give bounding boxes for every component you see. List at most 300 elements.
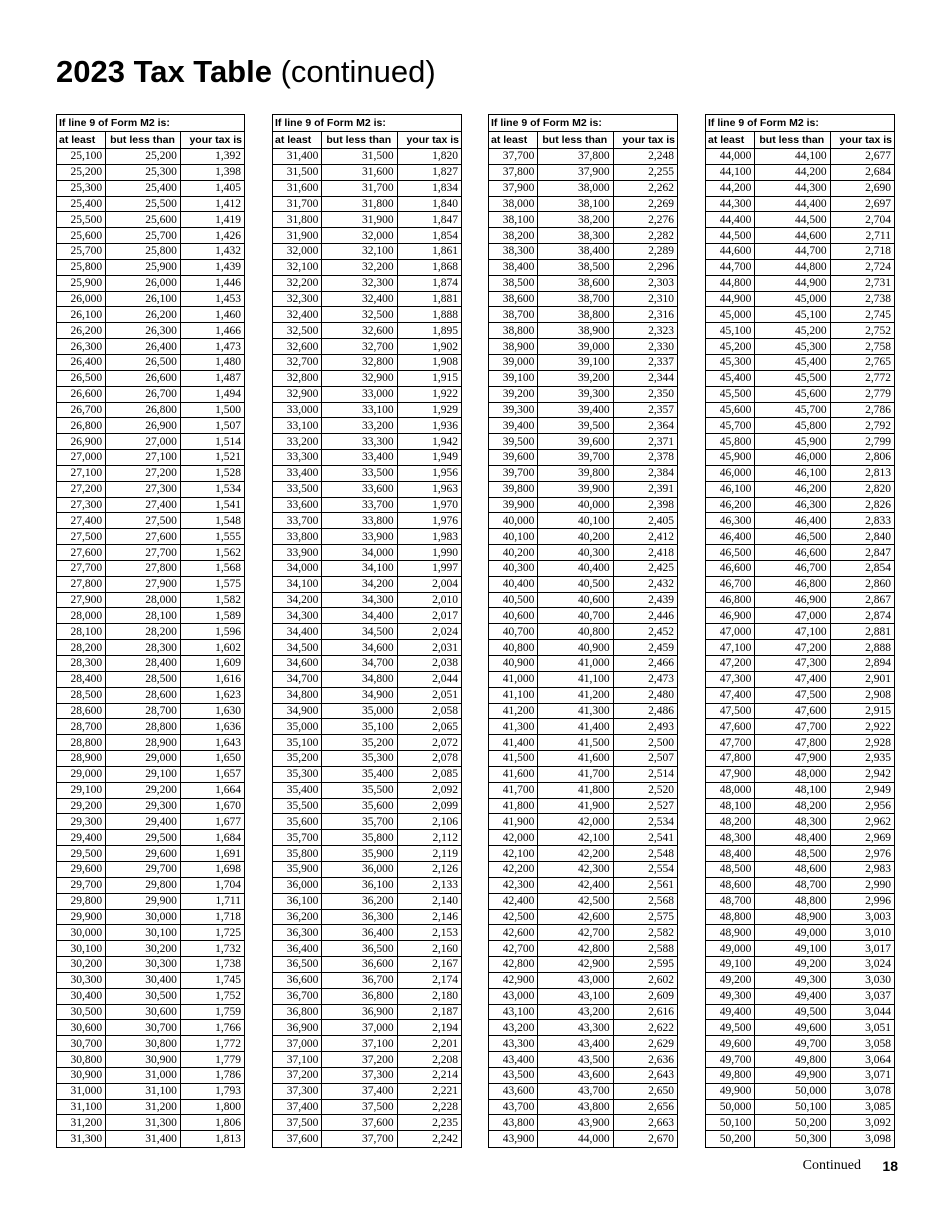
- table-row: [273, 846, 461, 862]
- your-tax-is-cell: 1,881: [397, 291, 461, 307]
- table-row: [273, 687, 461, 703]
- but-less-than-cell: 45,200: [755, 323, 830, 339]
- but-less-than-cell: 42,700: [538, 925, 613, 941]
- but-less-than-cell: 36,800: [322, 988, 397, 1004]
- your-tax-is-cell: 2,922: [830, 719, 894, 735]
- your-tax-is-cell: 1,691: [180, 846, 244, 862]
- at-least-cell: 48,200: [706, 814, 755, 830]
- at-least-cell: 34,500: [273, 640, 322, 656]
- table-row: [57, 434, 244, 450]
- at-least-cell: 46,400: [706, 529, 755, 545]
- but-less-than-cell: 41,300: [538, 703, 613, 719]
- table-row: [57, 259, 244, 275]
- but-less-than-cell: 38,900: [538, 323, 613, 339]
- but-less-than-cell: 45,600: [755, 386, 830, 402]
- at-least-cell: 48,100: [706, 798, 755, 814]
- but-less-than-cell: 40,800: [538, 624, 613, 640]
- table-row: [706, 893, 894, 909]
- table-row: [57, 592, 244, 608]
- at-least-cell: 25,700: [57, 244, 106, 260]
- but-less-than-cell: 29,200: [106, 782, 181, 798]
- at-least-cell: 47,600: [706, 719, 755, 735]
- but-less-than-cell: 43,300: [538, 1020, 613, 1036]
- table-row: [706, 481, 894, 497]
- at-least-cell: 27,200: [57, 481, 106, 497]
- but-less-than-cell: 28,300: [106, 640, 181, 656]
- your-tax-is-cell: 2,609: [613, 988, 677, 1004]
- at-least-cell: 44,700: [706, 259, 755, 275]
- at-least-cell: 37,800: [489, 164, 538, 180]
- table-row: [273, 1004, 461, 1020]
- but-less-than-cell: 35,100: [322, 719, 397, 735]
- but-less-than-cell: 34,300: [322, 592, 397, 608]
- table-row: [57, 370, 244, 386]
- at-least-cell: 32,400: [273, 307, 322, 323]
- at-least-cell: 32,200: [273, 275, 322, 291]
- table-row: [273, 513, 461, 529]
- your-tax-is-cell: 1,759: [180, 1004, 244, 1020]
- at-least-cell: 25,400: [57, 196, 106, 212]
- but-less-than-cell: 28,800: [106, 719, 181, 735]
- table-row: [273, 656, 461, 672]
- but-less-than-cell: 34,400: [322, 608, 397, 624]
- but-less-than-cell: 42,900: [538, 957, 613, 973]
- your-tax-is-cell: 2,112: [397, 830, 461, 846]
- at-least-cell: 47,500: [706, 703, 755, 719]
- at-least-cell: 45,000: [706, 307, 755, 323]
- but-less-than-cell: 32,700: [322, 339, 397, 355]
- at-least-cell: 33,300: [273, 450, 322, 466]
- but-less-than-cell: 45,000: [755, 291, 830, 307]
- table-row: [706, 450, 894, 466]
- table-row: [489, 228, 677, 244]
- but-less-than-cell: 40,300: [538, 545, 613, 561]
- table-row: [706, 988, 894, 1004]
- at-least-cell: 32,800: [273, 370, 322, 386]
- table-row: [489, 624, 677, 640]
- but-less-than-cell: 30,800: [106, 1036, 181, 1052]
- your-tax-is-cell: 1,963: [397, 481, 461, 497]
- at-least-cell: 38,600: [489, 291, 538, 307]
- your-tax-is-cell: 3,092: [830, 1115, 894, 1131]
- at-least-cell: 49,000: [706, 941, 755, 957]
- but-less-than-cell: 32,500: [322, 307, 397, 323]
- table-row: [57, 560, 244, 576]
- at-least-cell: 30,900: [57, 1067, 106, 1083]
- your-tax-is-cell: 2,894: [830, 656, 894, 672]
- table-row: [489, 259, 677, 275]
- table-row: [706, 576, 894, 592]
- your-tax-is-cell: 2,548: [613, 846, 677, 862]
- but-less-than-cell: 35,400: [322, 766, 397, 782]
- your-tax-is-cell: 1,419: [180, 212, 244, 228]
- but-less-than-cell: 30,100: [106, 925, 181, 941]
- at-least-cell: 40,900: [489, 656, 538, 672]
- but-less-than-cell: 45,500: [755, 370, 830, 386]
- but-less-than-cell: 37,000: [322, 1020, 397, 1036]
- at-least-cell: 42,100: [489, 846, 538, 862]
- table-row: [706, 925, 894, 941]
- table-row: [706, 275, 894, 291]
- table-row: [57, 1020, 244, 1036]
- at-least-cell: 43,600: [489, 1083, 538, 1099]
- but-less-than-cell: 48,000: [755, 766, 830, 782]
- at-least-cell: 38,300: [489, 244, 538, 260]
- table-row: [489, 925, 677, 941]
- at-least-cell: 42,900: [489, 972, 538, 988]
- your-tax-is-cell: 1,432: [180, 244, 244, 260]
- but-less-than-cell: 26,900: [106, 418, 181, 434]
- at-least-cell: 36,700: [273, 988, 322, 1004]
- your-tax-is-cell: 1,840: [397, 196, 461, 212]
- but-less-than-cell: 37,800: [538, 149, 613, 165]
- but-less-than-cell: 39,000: [538, 339, 613, 355]
- your-tax-is-cell: 1,929: [397, 402, 461, 418]
- table-row: [273, 608, 461, 624]
- your-tax-is-cell: 1,806: [180, 1115, 244, 1131]
- table-row: [706, 972, 894, 988]
- but-less-than-cell: 38,500: [538, 259, 613, 275]
- table-row: [273, 196, 461, 212]
- your-tax-is-cell: 2,935: [830, 751, 894, 767]
- but-less-than-cell: 31,200: [106, 1099, 181, 1115]
- but-less-than-cell: 47,200: [755, 640, 830, 656]
- at-least-cell: 36,100: [273, 893, 322, 909]
- at-least-cell: 25,800: [57, 259, 106, 275]
- table-row: [57, 972, 244, 988]
- at-least-cell: 49,800: [706, 1067, 755, 1083]
- your-tax-is-cell: 2,622: [613, 1020, 677, 1036]
- at-least-cell: 27,100: [57, 465, 106, 481]
- at-least-cell: 42,500: [489, 909, 538, 925]
- at-least-cell: 33,900: [273, 545, 322, 561]
- at-least-cell: 33,500: [273, 481, 322, 497]
- table-row: [489, 1083, 677, 1099]
- at-least-cell: 46,800: [706, 592, 755, 608]
- your-tax-is-cell: 1,922: [397, 386, 461, 402]
- table-row: [489, 180, 677, 196]
- table-row: [489, 782, 677, 798]
- your-tax-is-cell: 2,412: [613, 529, 677, 545]
- at-least-cell: 41,900: [489, 814, 538, 830]
- but-less-than-cell: 42,300: [538, 861, 613, 877]
- your-tax-is-cell: 2,493: [613, 719, 677, 735]
- but-less-than-cell: 33,700: [322, 497, 397, 513]
- your-tax-is-cell: 3,078: [830, 1083, 894, 1099]
- table-row: [706, 941, 894, 957]
- table-row: [706, 957, 894, 973]
- but-less-than-cell: 34,800: [322, 671, 397, 687]
- your-tax-is-cell: 2,466: [613, 656, 677, 672]
- at-least-cell: 41,400: [489, 735, 538, 751]
- but-less-than-cell: 35,600: [322, 798, 397, 814]
- table-row: [57, 481, 244, 497]
- table-row: [489, 861, 677, 877]
- but-less-than-cell: 32,600: [322, 323, 397, 339]
- your-tax-is-cell: 2,194: [397, 1020, 461, 1036]
- your-tax-is-cell: 2,616: [613, 1004, 677, 1020]
- at-least-cell: 44,300: [706, 196, 755, 212]
- table-row: [57, 798, 244, 814]
- but-less-than-cell: 45,800: [755, 418, 830, 434]
- at-least-cell: 27,700: [57, 560, 106, 576]
- tax-table-column-4: [705, 114, 895, 1148]
- but-less-than-cell: 41,100: [538, 671, 613, 687]
- at-least-cell: 33,100: [273, 418, 322, 434]
- but-less-than-cell: 27,700: [106, 545, 181, 561]
- your-tax-is-cell: 2,378: [613, 450, 677, 466]
- table-row: [57, 640, 244, 656]
- but-less-than-cell: 26,700: [106, 386, 181, 402]
- your-tax-is-cell: 2,010: [397, 592, 461, 608]
- your-tax-is-cell: 2,650: [613, 1083, 677, 1099]
- at-least-cell: 46,500: [706, 545, 755, 561]
- your-tax-is-cell: 2,310: [613, 291, 677, 307]
- but-less-than-cell: 47,900: [755, 751, 830, 767]
- table-row: [706, 149, 894, 165]
- table-row: [273, 1036, 461, 1052]
- your-tax-is-cell: 2,480: [613, 687, 677, 703]
- at-least-cell: 45,200: [706, 339, 755, 355]
- table-row: [706, 766, 894, 782]
- your-tax-is-cell: 1,902: [397, 339, 461, 355]
- at-least-cell: 28,800: [57, 735, 106, 751]
- at-least-cell: 30,500: [57, 1004, 106, 1020]
- but-less-than-cell: 30,700: [106, 1020, 181, 1036]
- but-less-than-cell: 39,900: [538, 481, 613, 497]
- your-tax-is-cell: 1,480: [180, 354, 244, 370]
- but-less-than-cell: 41,600: [538, 751, 613, 767]
- your-tax-is-cell: 2,500: [613, 735, 677, 751]
- your-tax-is-cell: 2,826: [830, 497, 894, 513]
- at-least-cell: 38,000: [489, 196, 538, 212]
- at-least-cell: 30,400: [57, 988, 106, 1004]
- table-row: [706, 386, 894, 402]
- table-row: [706, 354, 894, 370]
- at-least-cell: 37,700: [489, 149, 538, 165]
- but-less-than-cell: 28,700: [106, 703, 181, 719]
- at-least-cell: 30,100: [57, 941, 106, 957]
- your-tax-is-cell: 1,677: [180, 814, 244, 830]
- but-less-than-cell: 49,600: [755, 1020, 830, 1036]
- but-less-than-cell: 26,000: [106, 275, 181, 291]
- but-less-than-cell: 42,500: [538, 893, 613, 909]
- but-less-than-cell: 25,800: [106, 244, 181, 260]
- at-least-cell: 33,700: [273, 513, 322, 529]
- table-row: [706, 861, 894, 877]
- but-less-than-cell: 46,300: [755, 497, 830, 513]
- your-tax-is-cell: 1,521: [180, 450, 244, 466]
- table-row: [57, 687, 244, 703]
- but-less-than-cell: 28,900: [106, 735, 181, 751]
- but-less-than-cell: 44,100: [755, 149, 830, 165]
- at-least-cell: 34,300: [273, 608, 322, 624]
- table-row: [489, 1115, 677, 1131]
- your-tax-is-cell: 2,915: [830, 703, 894, 719]
- your-tax-is-cell: 1,582: [180, 592, 244, 608]
- table-row: [489, 149, 677, 165]
- table-row: [489, 703, 677, 719]
- at-least-cell: 30,300: [57, 972, 106, 988]
- but-less-than-cell: 40,600: [538, 592, 613, 608]
- your-tax-is-cell: 3,044: [830, 1004, 894, 1020]
- table-row: [489, 656, 677, 672]
- but-less-than-cell: 38,800: [538, 307, 613, 323]
- but-less-than-cell: 37,400: [322, 1083, 397, 1099]
- but-less-than-cell: 49,000: [755, 925, 830, 941]
- but-less-than-cell: 32,200: [322, 259, 397, 275]
- at-least-cell: 27,000: [57, 450, 106, 466]
- at-least-cell: 26,700: [57, 402, 106, 418]
- at-least-cell: 49,600: [706, 1036, 755, 1052]
- table-row: [706, 624, 894, 640]
- but-less-than-cell: 31,100: [106, 1083, 181, 1099]
- table-row: [706, 1020, 894, 1036]
- table-row: [489, 1099, 677, 1115]
- your-tax-is-cell: 1,698: [180, 861, 244, 877]
- table-row: [706, 877, 894, 893]
- your-tax-is-cell: 2,031: [397, 640, 461, 656]
- your-tax-is-cell: 2,595: [613, 957, 677, 973]
- but-less-than-cell: 40,100: [538, 513, 613, 529]
- your-tax-is-cell: 2,656: [613, 1099, 677, 1115]
- your-tax-is-cell: 2,629: [613, 1036, 677, 1052]
- your-tax-is-cell: 1,562: [180, 545, 244, 561]
- your-tax-is-cell: 1,908: [397, 354, 461, 370]
- at-least-cell: 37,000: [273, 1036, 322, 1052]
- at-least-cell: 25,900: [57, 275, 106, 291]
- table-row: [57, 1099, 244, 1115]
- table-row: [57, 1115, 244, 1131]
- table-row: [489, 909, 677, 925]
- table-row: [273, 941, 461, 957]
- table-row: [489, 291, 677, 307]
- header-but-less-than: but less than: [106, 132, 181, 149]
- but-less-than-cell: 44,800: [755, 259, 830, 275]
- your-tax-is-cell: 2,928: [830, 735, 894, 751]
- table-row: [489, 275, 677, 291]
- but-less-than-cell: 35,500: [322, 782, 397, 798]
- at-least-cell: 29,400: [57, 830, 106, 846]
- table-row: [57, 830, 244, 846]
- table-row: [57, 941, 244, 957]
- at-least-cell: 39,200: [489, 386, 538, 402]
- but-less-than-cell: 31,400: [106, 1131, 181, 1147]
- at-least-cell: 37,400: [273, 1099, 322, 1115]
- table-row: [273, 545, 461, 561]
- your-tax-is-cell: 2,956: [830, 798, 894, 814]
- but-less-than-cell: 47,500: [755, 687, 830, 703]
- at-least-cell: 44,400: [706, 212, 755, 228]
- but-less-than-cell: 39,100: [538, 354, 613, 370]
- table-row: [489, 418, 677, 434]
- table-row: [57, 1083, 244, 1099]
- your-tax-is-cell: 2,262: [613, 180, 677, 196]
- at-least-cell: 46,000: [706, 465, 755, 481]
- your-tax-is-cell: 2,228: [397, 1099, 461, 1115]
- your-tax-is-cell: 1,861: [397, 244, 461, 260]
- but-less-than-cell: 25,300: [106, 164, 181, 180]
- at-least-cell: 48,500: [706, 861, 755, 877]
- your-tax-is-cell: 1,541: [180, 497, 244, 513]
- at-least-cell: 46,300: [706, 513, 755, 529]
- your-tax-is-cell: 1,670: [180, 798, 244, 814]
- at-least-cell: 48,300: [706, 830, 755, 846]
- table-row: [57, 418, 244, 434]
- your-tax-is-cell: 2,976: [830, 846, 894, 862]
- table-row: [57, 703, 244, 719]
- but-less-than-cell: 29,700: [106, 861, 181, 877]
- but-less-than-cell: 35,700: [322, 814, 397, 830]
- page-number: 18: [882, 1158, 898, 1174]
- at-least-cell: 32,900: [273, 386, 322, 402]
- your-tax-is-cell: 2,534: [613, 814, 677, 830]
- table-row: [273, 1115, 461, 1131]
- table-caption: If line 9 of Form M2 is:: [489, 115, 677, 132]
- table-row: [489, 386, 677, 402]
- at-least-cell: 31,600: [273, 180, 322, 196]
- but-less-than-cell: 37,900: [538, 164, 613, 180]
- at-least-cell: 44,800: [706, 275, 755, 291]
- your-tax-is-cell: 2,582: [613, 925, 677, 941]
- at-least-cell: 45,300: [706, 354, 755, 370]
- table-row: [273, 1131, 461, 1147]
- your-tax-is-cell: 1,439: [180, 259, 244, 275]
- at-least-cell: 36,400: [273, 941, 322, 957]
- your-tax-is-cell: 1,616: [180, 671, 244, 687]
- but-less-than-cell: 30,200: [106, 941, 181, 957]
- table-row: [489, 830, 677, 846]
- at-least-cell: 31,400: [273, 149, 322, 165]
- at-least-cell: 47,300: [706, 671, 755, 687]
- but-less-than-cell: 49,900: [755, 1067, 830, 1083]
- at-least-cell: 38,100: [489, 212, 538, 228]
- at-least-cell: 29,900: [57, 909, 106, 925]
- table-row: [489, 814, 677, 830]
- your-tax-is-cell: 2,786: [830, 402, 894, 418]
- but-less-than-cell: 28,600: [106, 687, 181, 703]
- but-less-than-cell: 43,500: [538, 1052, 613, 1068]
- at-least-cell: 35,000: [273, 719, 322, 735]
- table-row: [706, 291, 894, 307]
- at-least-cell: 45,100: [706, 323, 755, 339]
- table-row: [706, 1004, 894, 1020]
- your-tax-is-cell: 1,494: [180, 386, 244, 402]
- your-tax-is-cell: 1,446: [180, 275, 244, 291]
- your-tax-is-cell: 2,316: [613, 307, 677, 323]
- at-least-cell: 38,800: [489, 323, 538, 339]
- table-row: [57, 212, 244, 228]
- at-least-cell: 41,000: [489, 671, 538, 687]
- but-less-than-cell: 46,500: [755, 529, 830, 545]
- your-tax-is-cell: 2,962: [830, 814, 894, 830]
- your-tax-is-cell: 1,970: [397, 497, 461, 513]
- but-less-than-cell: 36,500: [322, 941, 397, 957]
- table-row: [57, 624, 244, 640]
- but-less-than-cell: 29,800: [106, 877, 181, 893]
- table-row: [57, 323, 244, 339]
- table-row: [57, 925, 244, 941]
- but-less-than-cell: 37,700: [322, 1131, 397, 1147]
- but-less-than-cell: 29,600: [106, 846, 181, 862]
- table-row: [273, 1099, 461, 1115]
- but-less-than-cell: 48,400: [755, 830, 830, 846]
- your-tax-is-cell: 2,201: [397, 1036, 461, 1052]
- at-least-cell: 30,200: [57, 957, 106, 973]
- but-less-than-cell: 40,700: [538, 608, 613, 624]
- at-least-cell: 28,200: [57, 640, 106, 656]
- at-least-cell: 25,300: [57, 180, 106, 196]
